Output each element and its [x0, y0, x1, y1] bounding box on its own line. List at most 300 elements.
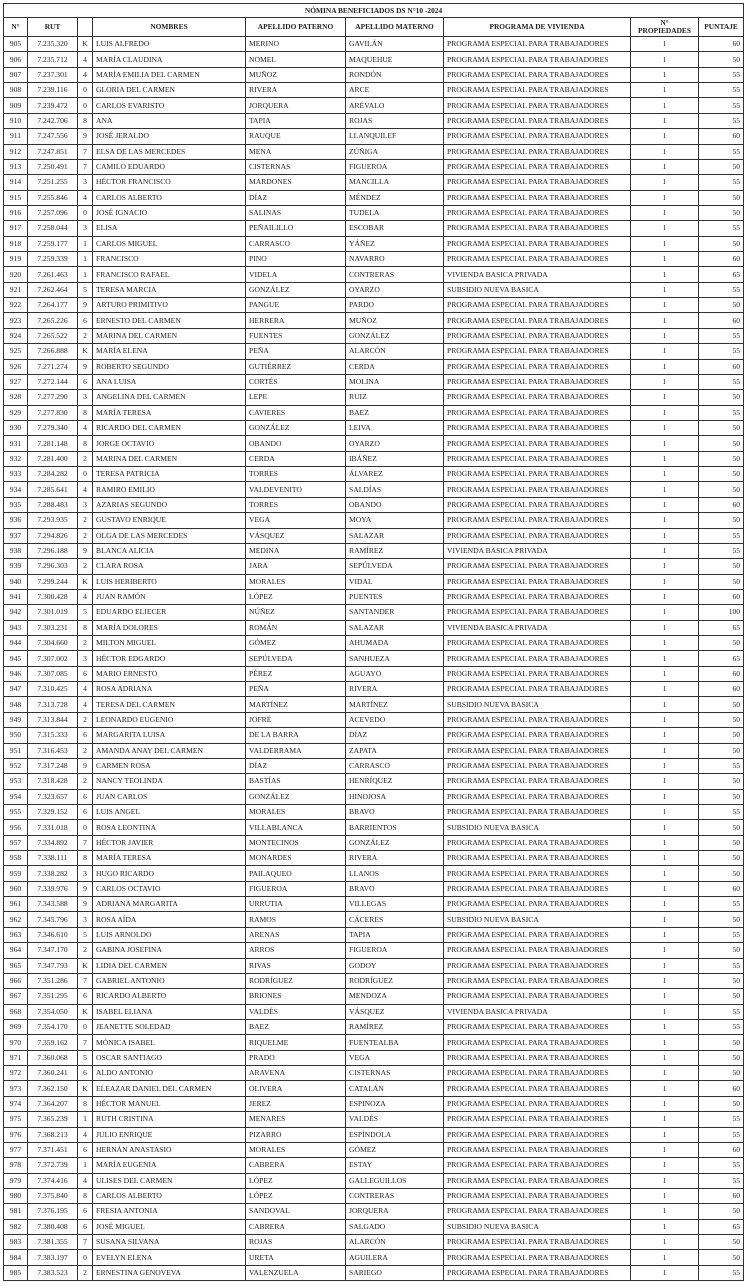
row-number-cell: 939 — [4, 559, 28, 574]
puntaje-cell: 50 — [699, 743, 744, 758]
row-number-cell: 920 — [4, 267, 28, 282]
apellido-paterno-cell: PANGUE — [246, 298, 346, 313]
rut-cell: 7.281.148 — [28, 436, 78, 451]
row-number-cell: 941 — [4, 589, 28, 604]
apellido-paterno-cell: VALDÉS — [246, 1004, 346, 1019]
row-number-cell: 942 — [4, 605, 28, 620]
apellido-materno-cell: VEGA — [346, 1050, 444, 1065]
apellido-paterno-cell: NOMEL — [246, 52, 346, 67]
programa-vivienda-cell: PROGRAMA ESPECIAL PARA TRABAJADORES — [444, 866, 631, 881]
programa-vivienda-cell: VIVIENDA BASICA PRIVADA — [444, 267, 631, 282]
row-number-cell: 912 — [4, 144, 28, 159]
table-row — [4, 83, 744, 98]
row-number-cell: 938 — [4, 543, 28, 558]
apellido-materno-cell: SALAZAR — [346, 620, 444, 635]
apellido-paterno-cell: TORRES — [246, 497, 346, 512]
row-number-cell: 971 — [4, 1050, 28, 1065]
programa-vivienda-cell: SUBSIDIO NUEVA BASICA — [444, 820, 631, 835]
nombres-cell: ANGELINA DEL CARMEN — [93, 390, 246, 405]
propiedades-cell: 1 — [631, 497, 699, 512]
puntaje-cell: 50 — [699, 973, 744, 988]
nombres-cell: CAMILO EDUARDO — [93, 159, 246, 174]
puntaje-cell: 50 — [699, 436, 744, 451]
table-title: NÓMINA BENEFICIADOS DS N°10 -2024 — [4, 4, 744, 18]
apellido-materno-cell: ESPÍNDOLA — [346, 1127, 444, 1142]
puntaje-cell: 55 — [699, 175, 744, 190]
programa-vivienda-cell: PROGRAMA ESPECIAL PARA TRABAJADORES — [444, 298, 631, 313]
rut-dv-cell: 6 — [78, 666, 93, 681]
propiedades-cell: 1 — [631, 912, 699, 927]
puntaje-cell: 55 — [699, 405, 744, 420]
rut-cell: 7.354.050 — [28, 1004, 78, 1019]
apellido-paterno-cell: VILLABLANCA — [246, 820, 346, 835]
puntaje-cell: 55 — [699, 1020, 744, 1035]
propiedades-cell: 1 — [631, 712, 699, 727]
rut-cell: 7.339.976 — [28, 881, 78, 896]
propiedades-cell: 1 — [631, 436, 699, 451]
apellido-paterno-cell: MORALES — [246, 574, 346, 589]
apellido-paterno-cell: RIVERA — [246, 83, 346, 98]
table-row — [4, 758, 744, 773]
apellido-paterno-cell: GUTIÉRREZ — [246, 359, 346, 374]
programa-vivienda-cell: PROGRAMA ESPECIAL PARA TRABAJADORES — [444, 789, 631, 804]
table-row — [4, 1035, 744, 1050]
rut-dv-cell: 2 — [78, 513, 93, 528]
apellido-paterno-cell: GONZÁLEZ — [246, 420, 346, 435]
programa-vivienda-cell: PROGRAMA ESPECIAL PARA TRABAJADORES — [444, 804, 631, 819]
nombres-cell: JULIO ENRIQUE — [93, 1127, 246, 1142]
rut-cell: 7.347.793 — [28, 958, 78, 973]
rut-cell: 7.284.282 — [28, 467, 78, 482]
nombres-cell: ERNESTO DEL CARMEN — [93, 313, 246, 328]
rut-cell: 7.259.339 — [28, 252, 78, 267]
row-number-cell: 922 — [4, 298, 28, 313]
nombres-cell: CLARA ROSA — [93, 559, 246, 574]
nombres-cell: JUAN RAMÓN — [93, 589, 246, 604]
apellido-paterno-cell: FIGUEROA — [246, 881, 346, 896]
table-row — [4, 436, 744, 451]
nombres-cell: JUAN CARLOS — [93, 789, 246, 804]
puntaje-cell: 50 — [699, 451, 744, 466]
puntaje-cell: 55 — [699, 804, 744, 819]
rut-cell: 7.300.428 — [28, 589, 78, 604]
row-number-cell: 909 — [4, 98, 28, 113]
nombres-cell: MARINA DEL CARMEN — [93, 328, 246, 343]
apellido-paterno-cell: NÚÑEZ — [246, 605, 346, 620]
rut-cell: 7.250.491 — [28, 159, 78, 174]
propiedades-cell: 1 — [631, 758, 699, 773]
rut-cell: 7.331.018 — [28, 820, 78, 835]
propiedades-cell: 1 — [631, 1096, 699, 1111]
row-number-cell: 969 — [4, 1020, 28, 1035]
nombres-cell: CARLOS ALBERTO — [93, 190, 246, 205]
apellido-paterno-cell: MONARDES — [246, 851, 346, 866]
apellido-paterno-cell: MEDINA — [246, 543, 346, 558]
programa-vivienda-cell: PROGRAMA ESPECIAL PARA TRABAJADORES — [444, 513, 631, 528]
nombres-cell: GUSTAVO ENRIQUE — [93, 513, 246, 528]
rut-dv-cell: 4 — [78, 482, 93, 497]
rut-dv-cell: 0 — [78, 1250, 93, 1265]
rut-cell: 7.277.290 — [28, 390, 78, 405]
rut-cell: 7.242.706 — [28, 113, 78, 128]
puntaje-cell: 50 — [699, 697, 744, 712]
programa-vivienda-cell: PROGRAMA ESPECIAL PARA TRABAJADORES — [444, 1265, 631, 1280]
apellido-materno-cell: SALGADO — [346, 1219, 444, 1234]
row-number-cell: 926 — [4, 359, 28, 374]
puntaje-cell: 50 — [699, 789, 744, 804]
nombres-cell: ROSA ADRIANA — [93, 682, 246, 697]
table-row — [4, 605, 744, 620]
apellido-materno-cell: BARRIENTOS — [346, 820, 444, 835]
apellido-paterno-cell: GONZÁLEZ — [246, 282, 346, 297]
puntaje-cell: 55 — [699, 344, 744, 359]
row-number-cell: 908 — [4, 83, 28, 98]
puntaje-cell: 60 — [699, 881, 744, 896]
programa-vivienda-cell: VIVIENDA BASICA PRIVADA — [444, 620, 631, 635]
table-row — [4, 958, 744, 973]
rut-cell: 7.279.340 — [28, 420, 78, 435]
programa-vivienda-cell: PROGRAMA ESPECIAL PARA TRABAJADORES — [444, 589, 631, 604]
puntaje-cell: 50 — [699, 390, 744, 405]
puntaje-cell: 50 — [699, 989, 744, 1004]
row-number-cell: 967 — [4, 989, 28, 1004]
rut-dv-cell: K — [78, 1004, 93, 1019]
apellido-materno-cell: DÍAZ — [346, 728, 444, 743]
programa-vivienda-cell: PROGRAMA ESPECIAL PARA TRABAJADORES — [444, 1188, 631, 1203]
rut-cell: 7.293.935 — [28, 513, 78, 528]
puntaje-cell: 55 — [699, 328, 744, 343]
rut-dv-cell: 6 — [78, 789, 93, 804]
nombres-cell: GABRIEL ANTONIO — [93, 973, 246, 988]
rut-cell: 7.303.231 — [28, 620, 78, 635]
puntaje-cell: 50 — [699, 52, 744, 67]
rut-dv-cell: 9 — [78, 758, 93, 773]
rut-dv-cell: 9 — [78, 881, 93, 896]
programa-vivienda-cell: PROGRAMA ESPECIAL PARA TRABAJADORES — [444, 129, 631, 144]
puntaje-cell: 50 — [699, 1035, 744, 1050]
rut-dv-cell: 9 — [78, 129, 93, 144]
nombres-cell: LUIS ANGEL — [93, 804, 246, 819]
rut-cell: 7.368.213 — [28, 1127, 78, 1142]
rut-cell: 7.307.002 — [28, 651, 78, 666]
puntaje-cell: 50 — [699, 728, 744, 743]
puntaje-cell: 60 — [699, 1188, 744, 1203]
apellido-materno-cell: LLANOS — [346, 866, 444, 881]
propiedades-cell: 1 — [631, 1004, 699, 1019]
programa-vivienda-cell: PROGRAMA ESPECIAL PARA TRABAJADORES — [444, 374, 631, 389]
table-row — [4, 67, 744, 82]
programa-vivienda-cell: SUBSIDIO NUEVA BASICA — [444, 1219, 631, 1234]
table-row — [4, 728, 744, 743]
puntaje-cell: 50 — [699, 159, 744, 174]
apellido-paterno-cell: ARAVENA — [246, 1066, 346, 1081]
rut-dv-cell: 6 — [78, 989, 93, 1004]
row-number-cell: 963 — [4, 927, 28, 942]
nombres-cell: AZARIAS SEGUNDO — [93, 497, 246, 512]
nombres-cell: HÉCTOR MANUEL — [93, 1096, 246, 1111]
nombres-cell: LUIS ARNOLDO — [93, 927, 246, 942]
apellido-materno-cell: ZÚÑIGA — [346, 144, 444, 159]
nombres-cell: CARLOS ALBERTO — [93, 1188, 246, 1203]
apellido-paterno-cell: PRADO — [246, 1050, 346, 1065]
rut-cell: 7.257.096 — [28, 205, 78, 220]
programa-vivienda-cell: PROGRAMA ESPECIAL PARA TRABAJADORES — [444, 605, 631, 620]
puntaje-cell: 55 — [699, 144, 744, 159]
apellido-materno-cell: RIVERA — [346, 682, 444, 697]
rut-dv-cell: 1 — [78, 1158, 93, 1173]
table-row — [4, 835, 744, 850]
programa-vivienda-cell: PROGRAMA ESPECIAL PARA TRABAJADORES — [444, 1235, 631, 1250]
programa-vivienda-cell: PROGRAMA ESPECIAL PARA TRABAJADORES — [444, 1050, 631, 1065]
apellido-paterno-cell: MERINO — [246, 37, 346, 52]
row-number-cell: 959 — [4, 866, 28, 881]
nombres-cell: CARLOS EVARISTO — [93, 98, 246, 113]
apellido-paterno-cell: TAPIA — [246, 113, 346, 128]
rut-dv-cell: 8 — [78, 620, 93, 635]
propiedades-cell: 1 — [631, 267, 699, 282]
rut-cell: 7.310.425 — [28, 682, 78, 697]
nombres-cell: MARÍA EMILIA DEL CARMEN — [93, 67, 246, 82]
apellido-materno-cell: MOYA — [346, 513, 444, 528]
rut-cell: 7.271.274 — [28, 359, 78, 374]
programa-vivienda-cell: PROGRAMA ESPECIAL PARA TRABAJADORES — [444, 252, 631, 267]
table-row — [4, 205, 744, 220]
puntaje-cell: 50 — [699, 1250, 744, 1265]
apellido-paterno-cell: MENARES — [246, 1112, 346, 1127]
puntaje-cell: 60 — [699, 682, 744, 697]
rut-dv-cell: 2 — [78, 743, 93, 758]
rut-cell: 7.318.428 — [28, 774, 78, 789]
nombres-cell: ANA LUISA — [93, 374, 246, 389]
nombres-cell: MARINA DEL CARMEN — [93, 451, 246, 466]
programa-vivienda-cell: PROGRAMA ESPECIAL PARA TRABAJADORES — [444, 835, 631, 850]
apellido-paterno-cell: JARA — [246, 559, 346, 574]
rut-cell: 7.329.152 — [28, 804, 78, 819]
table-row — [4, 344, 744, 359]
rut-dv-cell: 9 — [78, 359, 93, 374]
puntaje-cell: 55 — [699, 758, 744, 773]
rut-dv-cell: 6 — [78, 1066, 93, 1081]
puntaje-cell: 50 — [699, 1204, 744, 1219]
nombres-cell: GLORIA DEL CARMEN — [93, 83, 246, 98]
rut-dv-cell: 7 — [78, 1035, 93, 1050]
programa-vivienda-cell: PROGRAMA ESPECIAL PARA TRABAJADORES — [444, 1204, 631, 1219]
programa-vivienda-cell: PROGRAMA ESPECIAL PARA TRABAJADORES — [444, 636, 631, 651]
propiedades-cell: 1 — [631, 328, 699, 343]
apellido-materno-cell: GODOY — [346, 958, 444, 973]
apellido-paterno-cell: PEÑA — [246, 682, 346, 697]
apellido-paterno-cell: SEPÚLVEDA — [246, 651, 346, 666]
apellido-materno-cell: ALARCÓN — [346, 344, 444, 359]
propiedades-cell: 1 — [631, 451, 699, 466]
rut-dv-cell: 8 — [78, 113, 93, 128]
nombres-cell: EDUARDO ELIECER — [93, 605, 246, 620]
nombres-cell: RICARDO ALBERTO — [93, 989, 246, 1004]
propiedades-cell: 1 — [631, 881, 699, 896]
rut-cell: 7.317.248 — [28, 758, 78, 773]
nombres-cell: TERESA MARCIA — [93, 282, 246, 297]
programa-vivienda-cell: PROGRAMA ESPECIAL PARA TRABAJADORES — [444, 559, 631, 574]
apellido-paterno-cell: MARTÍNEZ — [246, 697, 346, 712]
table-row — [4, 1265, 744, 1280]
puntaje-cell: 50 — [699, 943, 744, 958]
row-number-cell: 984 — [4, 1250, 28, 1265]
puntaje-cell: 50 — [699, 835, 744, 850]
table-row — [4, 574, 744, 589]
rut-cell: 7.338.111 — [28, 851, 78, 866]
puntaje-cell: 60 — [699, 589, 744, 604]
rut-cell: 7.380.408 — [28, 1219, 78, 1234]
propiedades-cell: 1 — [631, 482, 699, 497]
apellido-materno-cell: AGUAYO — [346, 666, 444, 681]
programa-vivienda-cell: PROGRAMA ESPECIAL PARA TRABAJADORES — [444, 144, 631, 159]
table-row — [4, 113, 744, 128]
propiedades-cell: 1 — [631, 1265, 699, 1280]
rut-cell: 7.264.177 — [28, 298, 78, 313]
apellido-paterno-cell: BAEZ — [246, 1020, 346, 1035]
row-number-cell: 930 — [4, 420, 28, 435]
programa-vivienda-cell: PROGRAMA ESPECIAL PARA TRABAJADORES — [444, 1158, 631, 1173]
programa-vivienda-cell: PROGRAMA ESPECIAL PARA TRABAJADORES — [444, 113, 631, 128]
rut-cell: 7.294.826 — [28, 528, 78, 543]
apellido-paterno-cell: GÓMEZ — [246, 636, 346, 651]
propiedades-cell: 1 — [631, 1142, 699, 1157]
table-row — [4, 851, 744, 866]
apellido-paterno-cell: ARENAS — [246, 927, 346, 942]
rut-cell: 7.351.286 — [28, 973, 78, 988]
puntaje-cell: 55 — [699, 1173, 744, 1188]
rut-cell: 7.265.522 — [28, 328, 78, 343]
programa-vivienda-cell: PROGRAMA ESPECIAL PARA TRABAJADORES — [444, 1081, 631, 1096]
row-number-cell: 979 — [4, 1173, 28, 1188]
table-row — [4, 451, 744, 466]
apellido-paterno-cell: VALDEVENITO — [246, 482, 346, 497]
apellido-materno-cell: YÁÑEZ — [346, 236, 444, 251]
apellido-paterno-cell: FUENTES — [246, 328, 346, 343]
rut-dv-cell: 8 — [78, 405, 93, 420]
programa-vivienda-cell: PROGRAMA ESPECIAL PARA TRABAJADORES — [444, 436, 631, 451]
row-number-cell: 927 — [4, 374, 28, 389]
table-row — [4, 589, 744, 604]
table-row — [4, 559, 744, 574]
apellido-paterno-cell: PEÑA — [246, 344, 346, 359]
propiedades-cell: 1 — [631, 313, 699, 328]
puntaje-cell: 55 — [699, 113, 744, 128]
puntaje-cell: 50 — [699, 298, 744, 313]
rut-dv-cell: 6 — [78, 1142, 93, 1157]
programa-vivienda-cell: PROGRAMA ESPECIAL PARA TRABAJADORES — [444, 159, 631, 174]
apellido-materno-cell: OBANDO — [346, 497, 444, 512]
programa-vivienda-cell: PROGRAMA ESPECIAL PARA TRABAJADORES — [444, 1250, 631, 1265]
row-number-cell: 907 — [4, 67, 28, 82]
table-row — [4, 1204, 744, 1219]
apellido-materno-cell: GONZÁLEZ — [346, 328, 444, 343]
nombres-cell: ELSA DE LAS MERCEDES — [93, 144, 246, 159]
propiedades-cell: 1 — [631, 1188, 699, 1203]
apellido-paterno-cell: RODRÍGUEZ — [246, 973, 346, 988]
table-row — [4, 420, 744, 435]
apellido-materno-cell: ACEVEDO — [346, 712, 444, 727]
row-number-cell: 929 — [4, 405, 28, 420]
apellido-paterno-cell: LÓPEZ — [246, 1188, 346, 1203]
table-row — [4, 1219, 744, 1234]
rut-dv-cell: 1 — [78, 236, 93, 251]
puntaje-cell: 60 — [699, 1081, 744, 1096]
nombres-cell: JOSÉ IGNACIO — [93, 205, 246, 220]
rut-dv-cell: 2 — [78, 451, 93, 466]
propiedades-cell: 1 — [631, 467, 699, 482]
nombres-cell: JOSÉ JERALDO — [93, 129, 246, 144]
programa-vivienda-cell: PROGRAMA ESPECIAL PARA TRABAJADORES — [444, 1035, 631, 1050]
propiedades-cell: 1 — [631, 390, 699, 405]
row-number-cell: 964 — [4, 943, 28, 958]
apellido-paterno-cell: MARDONES — [246, 175, 346, 190]
puntaje-cell: 50 — [699, 912, 744, 927]
propiedades-cell: 1 — [631, 866, 699, 881]
table-row — [4, 1173, 744, 1188]
table-row — [4, 37, 744, 52]
table-row — [4, 774, 744, 789]
programa-vivienda-cell: PROGRAMA ESPECIAL PARA TRABAJADORES — [444, 236, 631, 251]
row-number-cell: 906 — [4, 52, 28, 67]
table-row — [4, 328, 744, 343]
apellido-paterno-cell: MORALES — [246, 804, 346, 819]
apellido-materno-cell: VÁSQUEZ — [346, 1004, 444, 1019]
propiedades-cell: 1 — [631, 804, 699, 819]
programa-vivienda-cell: PROGRAMA ESPECIAL PARA TRABAJADORES — [444, 958, 631, 973]
rut-dv-cell: 2 — [78, 528, 93, 543]
apellido-materno-cell: CATALÁN — [346, 1081, 444, 1096]
rut-dv-cell: 6 — [78, 1219, 93, 1234]
rut-cell: 7.347.170 — [28, 943, 78, 958]
apellido-paterno-cell: CERDA — [246, 451, 346, 466]
programa-vivienda-cell: PROGRAMA ESPECIAL PARA TRABAJADORES — [444, 774, 631, 789]
puntaje-cell: 60 — [699, 313, 744, 328]
programa-vivienda-cell: PROGRAMA ESPECIAL PARA TRABAJADORES — [444, 482, 631, 497]
apellido-paterno-cell: CAVIERES — [246, 405, 346, 420]
apellido-materno-cell: IBÁÑEZ — [346, 451, 444, 466]
nombres-cell: AMANDA ANAY DEL CARMEN — [93, 743, 246, 758]
apellido-materno-cell: JORQUERA — [346, 1204, 444, 1219]
puntaje-cell: 50 — [699, 205, 744, 220]
row-number-cell: 955 — [4, 804, 28, 819]
apellido-materno-cell: VALDÉS — [346, 1112, 444, 1127]
rut-dv-cell: 8 — [78, 851, 93, 866]
programa-vivienda-cell: PROGRAMA ESPECIAL PARA TRABAJADORES — [444, 973, 631, 988]
propiedades-cell: 1 — [631, 1158, 699, 1173]
table-row — [4, 298, 744, 313]
puntaje-cell: 60 — [699, 359, 744, 374]
propiedades-cell: 1 — [631, 820, 699, 835]
rut-dv-cell: K — [78, 344, 93, 359]
rut-cell: 7.359.162 — [28, 1035, 78, 1050]
apellido-materno-cell: TUDELA — [346, 205, 444, 220]
row-number-cell: 928 — [4, 390, 28, 405]
puntaje-cell: 50 — [699, 190, 744, 205]
rut-dv-cell: 0 — [78, 820, 93, 835]
puntaje-cell: 50 — [699, 513, 744, 528]
rut-cell: 7.372.739 — [28, 1158, 78, 1173]
programa-vivienda-cell: PROGRAMA ESPECIAL PARA TRABAJADORES — [444, 758, 631, 773]
table-row — [4, 359, 744, 374]
apellido-materno-cell: PARDO — [346, 298, 444, 313]
apellido-paterno-cell: LÓPEZ — [246, 589, 346, 604]
propiedades-cell: 1 — [631, 528, 699, 543]
rut-cell: 7.247.851 — [28, 144, 78, 159]
apellido-materno-cell: OYARZO — [346, 282, 444, 297]
apellido-materno-cell: SARIEGO — [346, 1265, 444, 1280]
apellido-materno-cell: CERDA — [346, 359, 444, 374]
